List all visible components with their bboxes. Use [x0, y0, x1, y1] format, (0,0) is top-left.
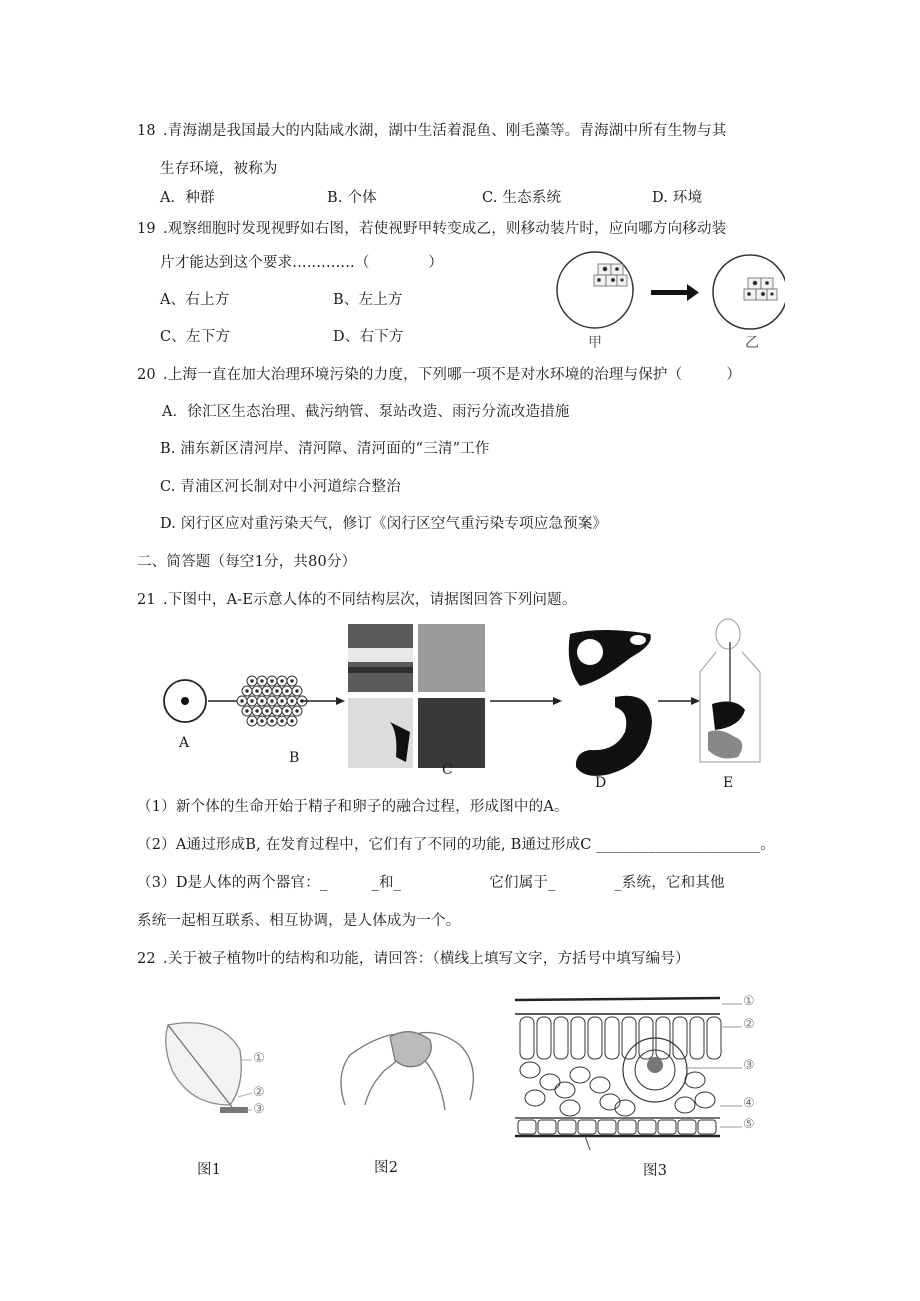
cell-nucleus: [291, 680, 293, 682]
q22-fig2-caption: 图2: [374, 1160, 399, 1176]
q19-microscope-figure: [545, 250, 785, 355]
q22-figure-2-hands: [330, 1015, 480, 1125]
arrow-right-icon: [490, 697, 562, 705]
spongy-cell: [555, 1082, 575, 1098]
cell-ball-icon: [237, 676, 307, 726]
palisade-cell: [571, 1017, 585, 1059]
stomach-icon: [576, 696, 652, 776]
cell-nucleus: [271, 700, 273, 702]
palisade-cell: [622, 1017, 636, 1059]
q20-option-c[interactable]: C. 青浦区河长制对中小河道综合整治: [160, 479, 401, 495]
spongy-cell: [590, 1077, 610, 1093]
q19-option-b[interactable]: B、左上方: [333, 292, 403, 308]
spongy-cell: [600, 1094, 620, 1110]
epidermis-cell: [578, 1120, 596, 1134]
cell-nucleus: [251, 720, 253, 722]
epidermis-cell: [558, 1120, 576, 1134]
fig1-marker-1: ①: [253, 1051, 265, 1066]
spongy-cell: [570, 1067, 590, 1083]
spongy-cell: [525, 1090, 545, 1106]
q20-number: 20: [137, 367, 156, 383]
q18-option-b[interactable]: B. 个体: [327, 190, 377, 206]
upper-epidermis: [515, 998, 720, 1014]
cell-nucleus: [286, 690, 288, 692]
cell-nucleus: [296, 710, 298, 712]
spongy-cell: [520, 1062, 540, 1078]
q22-figure-1-leaf: [160, 1005, 280, 1125]
stage-label-e: E: [723, 775, 734, 791]
digestive-system-icon: [700, 619, 760, 762]
spongy-cell: [615, 1100, 635, 1116]
cell-nucleus: [251, 680, 253, 682]
q22-number: 22: [137, 951, 156, 967]
q21-sub3-continued: 系统一起相互联系、相互协调，是人体成为一个。: [137, 913, 461, 929]
q20-option-b[interactable]: B. 浦东新区清河岸、清河障、清河面的“三清”工作: [160, 441, 490, 457]
palisade-cell: [520, 1017, 534, 1059]
spongy-cell: [540, 1074, 560, 1090]
epidermis-cell: [598, 1120, 616, 1134]
q18-option-a[interactable]: A．种群: [160, 190, 215, 206]
q22-figure-3-leaf-section: [510, 990, 780, 1150]
field-label-jia: 甲: [588, 335, 602, 351]
liver-icon: [569, 630, 651, 686]
cell-nucleus: [256, 710, 258, 712]
palisade-cell: [690, 1017, 704, 1059]
cell-nucleus: [291, 700, 293, 702]
epidermis-cell: [638, 1120, 656, 1134]
fig3-marker-3: ③: [743, 1058, 755, 1073]
fig3-marker-1: ①: [743, 994, 755, 1009]
cell-nucleus: [276, 690, 278, 692]
palisade-layer: [520, 1017, 721, 1059]
q22-fig1-caption: 图1: [197, 1162, 222, 1178]
stage-label-d: D: [595, 775, 607, 791]
q19-option-d[interactable]: D、右下方: [333, 329, 404, 345]
vein-bundle: [623, 1038, 687, 1102]
q21-body-levels-figure: [160, 612, 780, 797]
cell-nucleus: [246, 710, 248, 712]
spongy-cell: [685, 1072, 705, 1088]
epidermis-cell: [618, 1120, 636, 1134]
spongy-cell: [695, 1092, 715, 1108]
cell-nucleus: [261, 700, 263, 702]
cell-nucleus: [296, 690, 298, 692]
palisade-cell: [537, 1017, 551, 1059]
q22-stem-line1: .关于被子植物叶的结构和功能，请回答：（横线上填写文字，方括号中填写编号）: [163, 951, 690, 967]
epidermis-cell: [658, 1120, 676, 1134]
fig1-marker-2: ②: [253, 1085, 265, 1100]
fig3-marker-4: ④: [743, 1096, 755, 1111]
q21-number: 21: [137, 592, 156, 608]
fertilized-egg-icon: [164, 680, 206, 722]
epidermis-cell: [698, 1120, 716, 1134]
stage-label-a: A: [179, 735, 190, 751]
arrow-right-icon: [300, 697, 345, 705]
fig3-marker-5: ⑤: [743, 1117, 755, 1132]
q21-sub3[interactable]: （3）D是人体的两个器官：_ _和_ 它们属于_ _系统，它和其他: [137, 875, 725, 891]
cell-nucleus: [286, 710, 288, 712]
cell-nucleus: [281, 680, 283, 682]
spongy-cell: [675, 1097, 695, 1113]
leaf-icon: [166, 1023, 248, 1113]
q21-sub2[interactable]: （2）A通过形成B, 在发育过程中，它们有了不同的功能, B通过形成C ______________________。: [137, 837, 775, 853]
cell-nucleus: [261, 720, 263, 722]
cell-nucleus: [256, 690, 258, 692]
cell-cluster-icon: [594, 264, 627, 286]
q20-option-a[interactable]: A．徐汇区生态治理、截污纳管、泵站改造、雨污分流改造措施: [162, 404, 570, 420]
palisade-cell: [554, 1017, 568, 1059]
q19-stem-line1: .观察细胞时发现视野如右图，若使视野甲转变成乙，则移动装片时，应向哪方向移动装: [163, 221, 727, 237]
cell-nucleus: [266, 710, 268, 712]
cell-cluster-icon: [744, 278, 777, 300]
cell-nucleus: [276, 710, 278, 712]
fig3-marker-2: ②: [743, 1017, 755, 1032]
arrow-right-icon: [651, 284, 699, 301]
q21-sub1: （1）新个体的生命开始于精子和卵子的融合过程，形成图中的A。: [137, 799, 569, 815]
palisade-cell: [673, 1017, 687, 1059]
section-2-heading: 二、简答题（每空1分，共80分）: [137, 554, 357, 570]
q22-fig3-caption: 图3: [643, 1163, 668, 1179]
cell-nucleus: [281, 720, 283, 722]
cell-nucleus: [251, 700, 253, 702]
epidermis-cell: [538, 1120, 556, 1134]
spongy-cell: [560, 1100, 580, 1116]
field-label-yi: 乙: [745, 335, 759, 351]
q18-stem-line2: 生存环境，被称为: [160, 161, 278, 177]
cell-nucleus: [246, 690, 248, 692]
q20-option-d[interactable]: D. 闵行区应对重污染天气，修订《闵行区空气重污染专项应急预案》: [160, 516, 608, 532]
cell-nucleus: [261, 680, 263, 682]
arrow-right-icon: [658, 697, 700, 705]
epidermis-cell: [518, 1120, 536, 1134]
q18-stem-line1: .青海湖是我国最大的内陆咸水湖，湖中生活着混鱼、刚毛藻等。青海湖中所有生物与其: [163, 123, 727, 139]
fig1-marker-3: ③: [253, 1102, 265, 1117]
q18-option-c[interactable]: C. 生态系统: [482, 190, 562, 206]
q19-number: 19: [137, 221, 156, 237]
cell-nucleus: [241, 700, 243, 702]
epidermis-cell: [678, 1120, 696, 1134]
q18-number: 18: [137, 123, 156, 139]
q19-option-c[interactable]: C、左下方: [160, 329, 231, 345]
q21-stem-line1: .下图中，A-E示意人体的不同结构层次，请据图回答下列问题。: [163, 592, 577, 608]
palisade-cell: [707, 1017, 721, 1059]
q20-stem-line1: .上海一直在加大治理环境污染的力度，下列哪一项不是对水环境的治理与保护（ ）: [163, 367, 742, 383]
cell-nucleus: [266, 690, 268, 692]
field-of-view-jia: [557, 252, 633, 328]
cell-nucleus: [271, 720, 273, 722]
q19-stem-line2: 片才能达到这个要求.............（ ）: [160, 255, 444, 271]
cell-nucleus: [271, 680, 273, 682]
field-of-view-yi: [713, 255, 785, 329]
tissue-images: [348, 624, 485, 768]
stage-label-b: B: [289, 750, 300, 766]
q19-option-a[interactable]: A、右上方: [160, 292, 230, 308]
q18-option-d[interactable]: D. 环境: [652, 190, 703, 206]
hands-tearing-leaf-icon: [341, 1032, 473, 1110]
stage-label-c: C: [442, 762, 453, 778]
palisade-cell: [605, 1017, 619, 1059]
cell-nucleus: [291, 720, 293, 722]
palisade-cell: [588, 1017, 602, 1059]
cell-nucleus: [281, 700, 283, 702]
